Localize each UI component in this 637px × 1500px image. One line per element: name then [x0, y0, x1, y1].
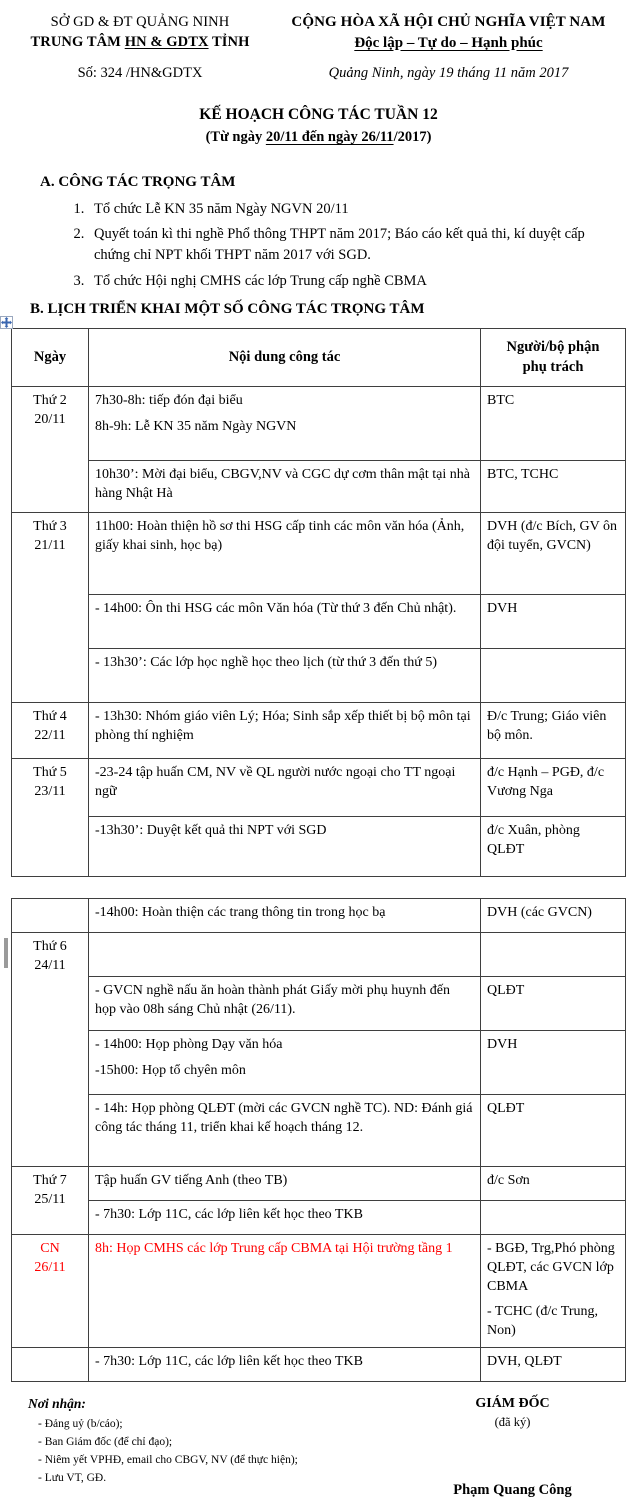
recipients-title: Nơi nhận:	[28, 1395, 86, 1411]
schedule-table-1-wrap	[11, 328, 625, 877]
owner-line: Đ/c Trung; Giáo viên bộ môn.	[487, 709, 607, 743]
table-row	[12, 649, 626, 703]
owner-cell	[481, 817, 626, 877]
table-row	[12, 899, 626, 933]
day-date: 24/11	[34, 957, 66, 973]
table-row	[12, 1347, 626, 1381]
content-line: 8h: Họp CMHS các lớp Trung cấp CBMA tại Hội trường tầng 1	[95, 1241, 453, 1257]
schedule-table-part2	[11, 898, 626, 1382]
content-line: 11h00: Hoàn thiện hồ sơ thi HSG cấp tinh các môn văn hóa (Ảnh, giấy khai sinh, học bạ)	[95, 519, 465, 553]
day-cell-empty-bottom	[12, 1347, 89, 1381]
table-move-handle-icon[interactable]	[0, 316, 13, 329]
list-item: - Đảng uỷ (b/cáo);	[38, 1417, 123, 1430]
day-label: Thứ 4	[33, 709, 67, 725]
list-item: 1. Tổ chức Lễ KN 35 năm Ngày NGVN 20/11	[88, 199, 613, 220]
owner-line: BTC	[487, 393, 515, 409]
header-right-block	[270, 12, 627, 53]
content-cell	[89, 513, 481, 595]
owner-cell	[481, 513, 626, 595]
content-line: 10h30’: Mời đại biểu, CBGV,NV và CGC dự cơm thân mật tại nhà hàng Nhật Hà	[95, 467, 470, 501]
content-cell	[89, 387, 481, 461]
place-and-date: Quảng Ninh, ngày 19 tháng 11 năm 2017	[328, 65, 569, 82]
table-header-row	[12, 329, 626, 387]
day-cell-cn	[12, 1235, 89, 1348]
owner-cell	[481, 595, 626, 649]
day-label: Thứ 5	[33, 765, 67, 781]
day-label: Thứ 2	[33, 393, 67, 409]
content-line: - 13h30: Nhóm giáo viên Lý; Hóa; Sinh sắp xếp thiết bị bộ môn tại phòng thí nghiệm	[95, 709, 471, 743]
table-row	[12, 595, 626, 649]
day-cell-thu5	[12, 759, 89, 877]
document-number: Số: 324 /HN&GDTX	[77, 65, 203, 82]
content-cell	[89, 461, 481, 513]
document-title-block	[0, 104, 637, 147]
day-label: Thứ 7	[33, 1173, 67, 1189]
day-date: 25/11	[34, 1191, 66, 1207]
owner-cell	[481, 387, 626, 461]
content-cell	[89, 933, 481, 977]
day-date: 26/11	[34, 1259, 66, 1275]
subtitle-open: (Từ ngày	[205, 128, 266, 145]
content-line: - 7h30: Lớp 11C, các lớp liên kết học theo TKB	[95, 1353, 363, 1369]
day-cell-thu3	[12, 513, 89, 703]
nation-title: CỘNG HÒA XÃ HỘI CHỦ NGHĨA VIỆT NAM	[291, 14, 606, 30]
content-line: - 7h30: Lớp 11C, các lớp liên kết học theo TKB	[95, 1207, 363, 1223]
schedule-table-part1	[11, 328, 626, 877]
day-date: 21/11	[34, 537, 66, 553]
content-cell	[89, 1167, 481, 1201]
column-header-content: Nội dung công tác	[89, 329, 481, 387]
owner-line: DVH	[487, 601, 518, 617]
document-footer	[10, 1396, 627, 1499]
document-header	[0, 0, 637, 53]
subtitle-close: /2017)	[393, 128, 432, 145]
page-title: KẾ HOẠCH CÔNG TÁC TUẦN 12	[199, 106, 438, 124]
owner-line: DVH (các GVCN)	[487, 905, 592, 921]
day-date: 22/11	[34, 727, 66, 743]
owner-line: BTC, TCHC	[487, 467, 559, 483]
owner-line: DVH (đ/c Bích, GV ôn đội tuyển, GVCN)	[487, 519, 618, 553]
day-cell-thu4	[12, 703, 89, 759]
list-item: - Niêm yết VPHĐ, email cho CBGV, NV (để thực hiện);	[38, 1454, 298, 1467]
day-date: 23/11	[34, 783, 66, 799]
column-header-owner	[481, 329, 626, 387]
list-item: 2. Quyết toán kì thi nghề Phổ thông THPT năm 2017; Báo cáo kết quả thi, kí duyệt cấp chứng chỉ NPT khối THPT năm 2017 với SGD.	[88, 224, 613, 265]
day-cell-thu6	[12, 933, 89, 1167]
content-cell-highlight	[89, 1235, 481, 1348]
owner-line: QLĐT	[487, 1101, 525, 1117]
signer-title: GIÁM ĐỐC	[475, 1395, 550, 1411]
content-cell	[89, 703, 481, 759]
table-row	[12, 933, 626, 977]
owner-cell	[481, 1167, 626, 1201]
content-line: - 13h30’: Các lớp học nghề học theo lịch (từ thứ 3 đến thứ 5)	[95, 655, 437, 671]
signer-name: Phạm Quang Công	[453, 1481, 572, 1498]
organization-name-underlined: HN & GDTX	[124, 34, 209, 50]
owner-cell	[481, 1201, 626, 1235]
owner-cell	[481, 461, 626, 513]
organization-name	[10, 32, 270, 52]
header-left-block	[10, 12, 270, 53]
owner-cell	[481, 649, 626, 703]
schedule-table-2-wrap	[11, 898, 625, 1382]
section-b-heading: B. LỊCH TRIỂN KHAI MỘT SỐ CÔNG TÁC TRỌNG TÂM	[30, 301, 425, 318]
list-item: - Ban Giám đốc (để chỉ đạo);	[38, 1435, 173, 1448]
day-cell-thu2	[12, 387, 89, 513]
content-cell	[89, 1347, 481, 1381]
page-subtitle	[0, 127, 637, 148]
signer-note: (đã ký)	[494, 1414, 531, 1429]
table-row	[12, 1235, 626, 1348]
content-cell	[89, 1201, 481, 1235]
content-line: -14h00: Hoàn thiện các trang thông tin trong học bạ	[95, 905, 386, 921]
content-line: - GVCN nghề nấu ăn hoàn thành phát Giấy mời phụ huynh đến họp vào 08h sáng Chủ nhật (26/11).	[95, 983, 451, 1017]
table-row	[12, 759, 626, 817]
nation-motto: Độc lập – Tự do – Hạnh phúc	[354, 34, 543, 51]
organization-name-suffix: TỈNH	[208, 34, 250, 50]
document-header-row2	[0, 53, 637, 82]
content-line: -23-24 tập huấn CM, NV về QL người nước ngoại cho TT ngoại ngữ	[95, 765, 456, 799]
day-cell-thu7	[12, 1167, 89, 1235]
owner-cell	[481, 1347, 626, 1381]
owner-line: - BGĐ, Trg,Phó phòng QLĐT, các GVCN lớp CBMA	[487, 1241, 615, 1294]
list-item: 3. Tổ chức Hội nghị CMHS các lớp Trung cấp nghề CBMA	[88, 271, 613, 292]
owner-cell	[481, 759, 626, 817]
content-line: - 14h00: Ôn thi HSG các môn Văn hóa (Từ thứ 3 đến Chủ nhật).	[95, 601, 457, 617]
content-cell	[89, 595, 481, 649]
left-margin-change-bar	[4, 938, 8, 968]
content-cell	[89, 817, 481, 877]
table-row	[12, 387, 626, 461]
owner-line: DVH	[487, 1037, 518, 1053]
content-cell	[89, 1095, 481, 1167]
section-a-heading: A. CÔNG TÁC TRỌNG TÂM	[40, 173, 236, 190]
content-cell	[89, 1031, 481, 1095]
owner-line: QLĐT	[487, 983, 525, 999]
content-line: - 14h: Họp phòng QLĐT (mời các GVCN nghề TC). ND: Đánh giá công tác tháng 11, triển khai kế hoạch tháng 12.	[95, 1101, 473, 1135]
list-item: - Lưu VT, GĐ.	[38, 1472, 107, 1485]
column-header-owner-line2: phụ trách	[522, 358, 584, 375]
content-cell	[89, 977, 481, 1031]
owner-line: - TCHC (đ/c Trung, Non)	[487, 1304, 598, 1339]
table-row	[12, 461, 626, 513]
owner-line: đ/c Hạnh – PGĐ, đ/c Vương Nga	[487, 765, 605, 799]
owner-cell	[481, 977, 626, 1031]
recipients-block	[10, 1396, 398, 1499]
content-line: Tập huấn GV tiếng Anh (theo TB)	[95, 1173, 288, 1189]
table-row	[12, 1031, 626, 1095]
table-row	[12, 977, 626, 1031]
organization-parent: SỞ GD & ĐT QUẢNG NINH	[50, 14, 230, 30]
recipients-list	[28, 1415, 398, 1488]
subtitle-date-range: 20/11 đến ngày 26/11	[265, 128, 394, 145]
table-row	[12, 703, 626, 759]
table-row	[12, 1167, 626, 1201]
content-line: -15h00: Họp tổ chyên môn	[95, 1062, 246, 1078]
content-line: 7h30-8h: tiếp đón đại biểu	[95, 393, 243, 409]
day-cell-empty-top	[12, 899, 89, 933]
content-line: - 14h00: Họp phòng Dạy văn hóa	[95, 1037, 283, 1053]
owner-cell	[481, 933, 626, 977]
content-cell	[89, 759, 481, 817]
owner-cell	[481, 1031, 626, 1095]
table-row	[12, 513, 626, 595]
day-label: Thứ 3	[33, 519, 67, 535]
table-row	[12, 817, 626, 877]
owner-line: DVH, QLĐT	[487, 1353, 562, 1369]
owner-cell	[481, 1235, 626, 1348]
content-line: -13h30’: Duyệt kết quả thi NPT với SGD	[95, 823, 327, 839]
owner-cell	[481, 899, 626, 933]
day-label: CN	[40, 1241, 60, 1257]
column-header-owner-line1: Người/bộ phận	[506, 339, 600, 356]
table-row	[12, 1095, 626, 1167]
owner-cell	[481, 703, 626, 759]
signature-block	[398, 1396, 627, 1499]
owner-line: đ/c Sơn	[487, 1173, 530, 1189]
content-line: 8h-9h: Lễ KN 35 năm Ngày NGVN	[95, 418, 297, 434]
owner-line: đ/c Xuân, phòng QLĐT	[487, 823, 580, 857]
content-cell	[89, 649, 481, 703]
table-row	[12, 1201, 626, 1235]
day-label: Thứ 6	[33, 939, 67, 955]
section-a-task-list	[0, 199, 637, 291]
content-cell	[89, 899, 481, 933]
organization-name-prefix: TRUNG TÂM	[30, 34, 125, 50]
day-date: 20/11	[34, 411, 66, 427]
owner-cell	[481, 1095, 626, 1167]
motto-wrap	[270, 33, 627, 54]
column-header-day: Ngày	[12, 329, 89, 387]
